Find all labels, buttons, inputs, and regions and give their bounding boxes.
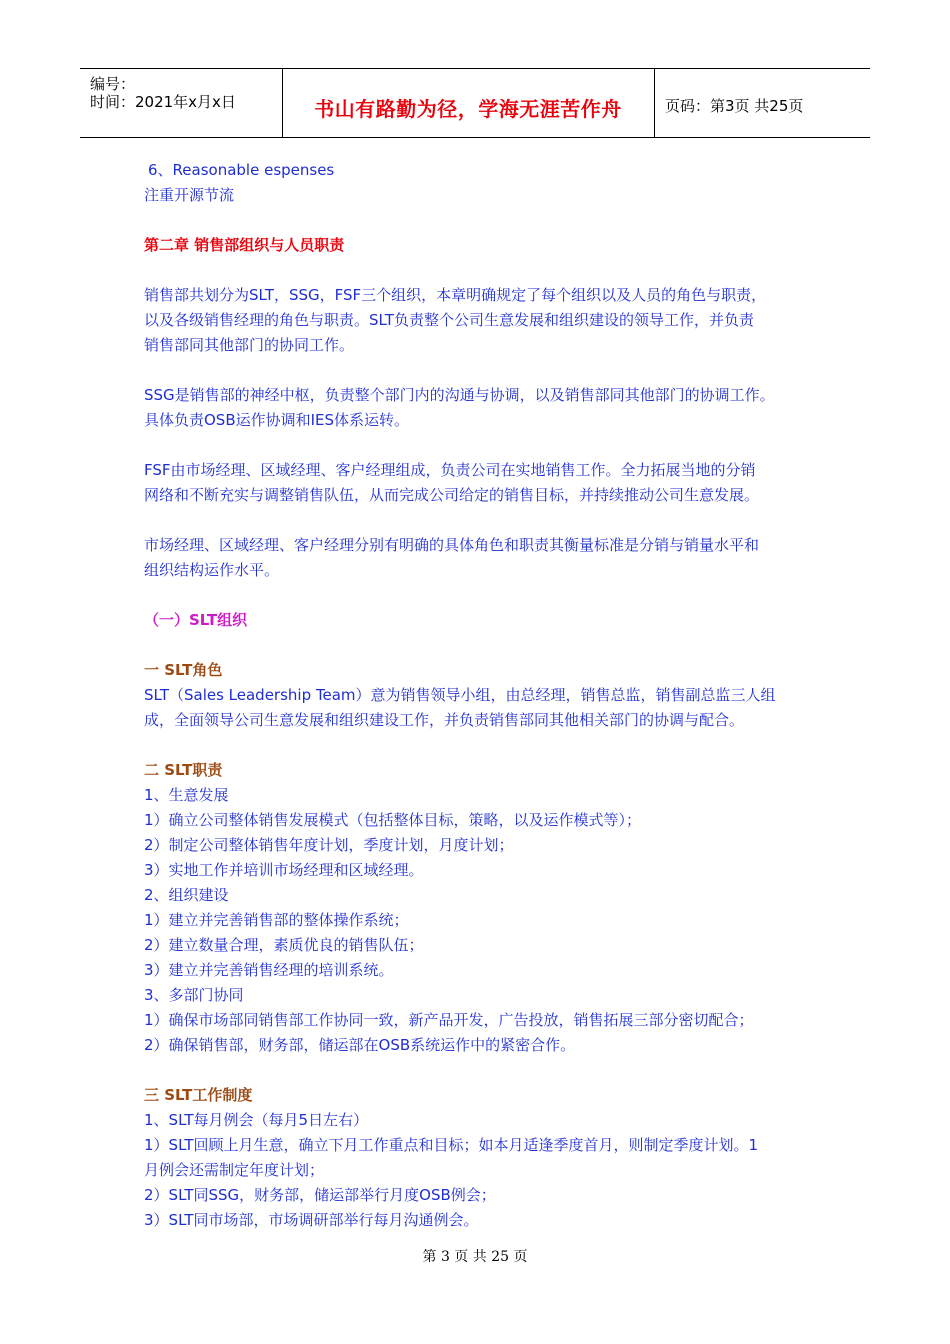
text-line: 注重开源节流 [144, 186, 235, 204]
paragraph-spacer [144, 633, 824, 658]
text-line: 3）实地工作并培训市场经理和区域经理。 [144, 861, 424, 879]
header-motto: 书山有路勤为径，学海无涯苦作舟 [314, 97, 622, 121]
paragraph-spacer [144, 258, 824, 283]
text-line: 月例会还需制定年度计划； [144, 1161, 325, 1179]
text-line: 1）建立并完善销售部的整体操作系统； [144, 911, 409, 929]
text-line: 销售部同其他部门的协同工作。 [144, 336, 355, 354]
text-line: FSF由市场经理、区域经理、客户经理组成，负责公司在实地销售工作。全力拓展当地的分销 [144, 461, 756, 479]
text-line: 销售部共划分为SLT，SSG，FSF三个组织，本章明确规定了每个组织以及人员的角色与职责， [144, 286, 767, 304]
text-line: 3）SLT同市场部，市场调研部举行每月沟通例会。 [144, 1211, 479, 1229]
text-line: 1）确立公司整体销售发展模式（包括整体目标，策略，以及运作模式等）； [144, 811, 642, 829]
paragraph-spacer [144, 1058, 824, 1083]
text-line: 2）SLT同SSG，财务部，储运部举行月度OSB例会； [144, 1186, 496, 1204]
text-line: 6、Reasonable espenses [148, 161, 335, 179]
text-line: 2）制定公司整体销售年度计划，季度计划，月度计划； [144, 836, 514, 854]
subsection-heading: 三 SLT工作制度 [144, 1086, 253, 1104]
text-line: 2）建立数量合理，素质优良的销售队伍； [144, 936, 424, 954]
page-footer: 第 3 页 共 25 页 [422, 1249, 528, 1265]
paragraph-spacer [144, 358, 824, 383]
text-line: 网络和不断充实与调整销售队伍，从而完成公司给定的销售目标，并持续推动公司生意发展。 [144, 486, 760, 504]
text-line: 1、SLT每月例会（每月5日左右） [144, 1111, 369, 1129]
text-line: 2、组织建设 [144, 886, 229, 904]
chapter-heading: 第二章 销售部组织与人员职责 [144, 236, 345, 254]
page-header [80, 68, 870, 138]
text-line: 组织结构运作水平。 [144, 561, 280, 579]
text-line: 市场经理、区域经理、客户经理分别有明确的具体角色和职责其衡量标准是分销与销量水平和 [144, 536, 760, 554]
paragraph-spacer [144, 583, 824, 608]
document-body [144, 158, 824, 1233]
section-heading: （一）SLT组织 [144, 611, 248, 629]
text-line: 成，全面领导公司生意发展和组织建设工作，并负责销售部同其他相关部门的协调与配合。 [144, 711, 745, 729]
paragraph-spacer [144, 508, 824, 533]
text-line: 1）确保市场部同销售部工作协同一致，新产品开发，广告投放，销售拓展三部分密切配合； [144, 1011, 754, 1029]
text-line: 以及各级销售经理的角色与职责。SLT负责整个公司生意发展和组织建设的领导工作，并负责 [144, 311, 754, 329]
text-line: 2）确保销售部，财务部，储运部在OSB系统运作中的紧密合作。 [144, 1036, 576, 1054]
text-line: 1）SLT回顾上月生意，确立下月工作重点和目标；如本月适逢季度首月，则制定季度计划。1 [144, 1136, 759, 1154]
subsection-heading: 二 SLT职责 [144, 761, 223, 779]
paragraph-spacer [144, 208, 824, 233]
text-line: 3）建立并完善销售经理的培训系统。 [144, 961, 394, 979]
paragraph-spacer [144, 433, 824, 458]
text-line: SLT（Sales Leadership Team）意为销售领导小组，由总经理，销售总监，销售副总监三人组 [144, 686, 776, 704]
paragraph-spacer [144, 733, 824, 758]
document-number-label: 编号： [90, 75, 136, 93]
text-line: 3、多部门协同 [144, 986, 244, 1004]
subsection-heading: 一 SLT角色 [144, 661, 223, 679]
header-meta-cell [80, 69, 283, 137]
text-line: 具体负责OSB运作协调和IES体系运转。 [144, 411, 410, 429]
text-line: SSG是销售部的神经中枢，负责整个部门内的沟通与协调，以及销售部同其他部门的协调工作。 [144, 386, 775, 404]
document-date-label: 时间：2021年x月x日 [90, 93, 236, 111]
header-page-code: 页码：第3页 共25页 [665, 97, 804, 115]
text-line: 1、生意发展 [144, 786, 229, 804]
header-motto-cell [282, 69, 655, 137]
header-page-cell [655, 69, 870, 137]
